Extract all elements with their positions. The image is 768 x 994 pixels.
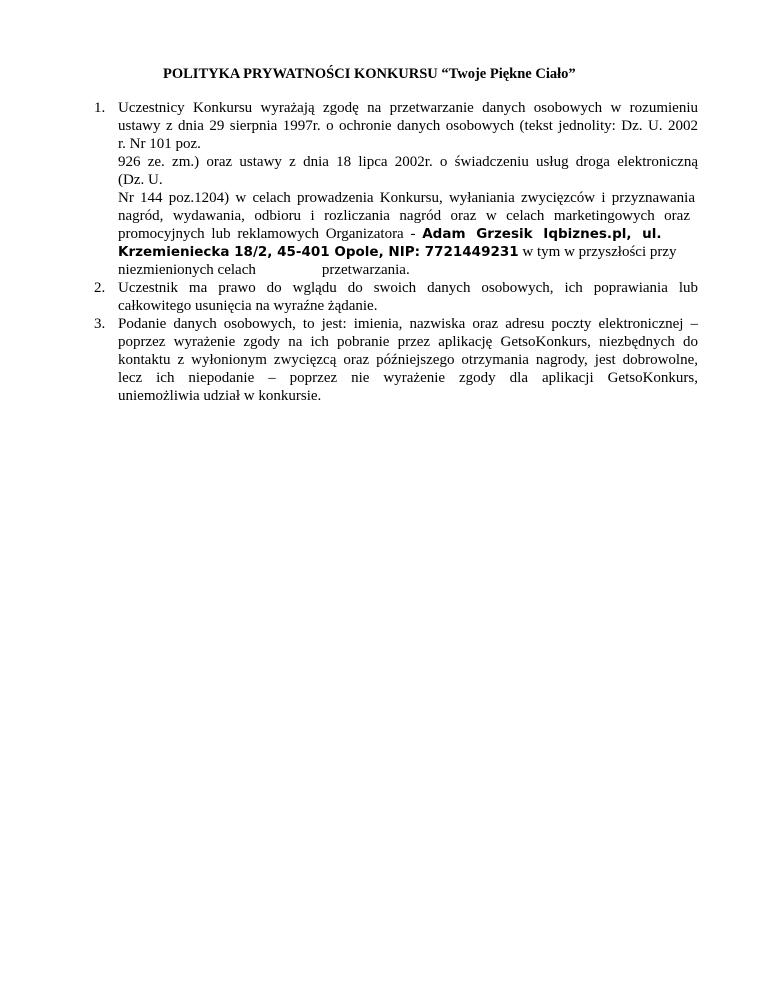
paragraph-line: (Dz. U. <box>118 172 163 188</box>
paragraph-line: nagród, wydawania, odbioru i rozliczania nagród oraz w celach marketingowych oraz <box>118 208 690 224</box>
paragraph-line: r. Nr 101 poz. <box>118 136 201 152</box>
paragraph-line: ustawy z dnia 29 sierpnia 1997r. o ochronie danych osobowych (tekst jednolity: Dz. U. 2002 <box>118 118 698 134</box>
paragraph-line: 926 ze. zm.) oraz ustawy z dnia 18 lipca 2002r. o świadczeniu usług droga elektroniczną <box>118 154 698 170</box>
paragraph-line: kontaktu z wyłonionym zwycięzcą oraz późniejszego otrzymania nagrody, jest dobrowolne, <box>118 352 698 368</box>
line-suffix: w tym w przyszłości przy <box>518 244 677 260</box>
line-part: niezmienionych celach <box>118 262 256 278</box>
paragraph-line <box>118 243 677 261</box>
paragraph-line: uniemożliwia udział w konkursie. <box>118 388 322 404</box>
paragraph-line: Nr 144 poz.1204) w celach prowadzenia Konkursu, wyłaniania zwycięzców i przyznawania <box>118 190 695 206</box>
paragraph-line: lecz ich niepodanie – poprzez nie wyrażenie zgody dla aplikacji GetsoKonkurs, <box>118 370 698 386</box>
organizer-name: Adam Grzesik Iqbiznes.pl, ul. <box>422 226 662 242</box>
paragraph-line: poprzez wyrażenie zgody na ich pobranie przez aplikację GetsoKonkurs, niezbędnych do <box>118 334 698 350</box>
line-prefix: promocyjnych lub reklamowych Organizatora - <box>118 226 423 242</box>
paragraph-line <box>118 261 410 279</box>
list-item-number: 3. <box>94 316 106 332</box>
paragraph-line: całkowitego usunięcia na wyraźne żądanie. <box>118 298 378 314</box>
list-item-number: 2. <box>94 280 106 296</box>
paragraph-line: Uczestnicy Konkursu wyrażają zgodę na przetwarzanie danych osobowych w rozumieniu <box>118 100 698 116</box>
line-part: przetwarzania. <box>321 262 410 278</box>
page-title: POLITYKA PRYWATNOŚCI KONKURSU “Twoje Piękne Ciało” <box>163 66 576 82</box>
paragraph-line: Uczestnik ma prawo do wglądu do swoich danych osobowych, ich poprawiania lub <box>118 280 698 296</box>
organizer-address: Krzemieniecka 18/2, 45-401 Opole, NIP: 7721449231 <box>118 244 519 260</box>
paragraph-line: Podanie danych osobowych, to jest: imienia, nazwiska oraz adresu poczty elektronicznej – <box>118 316 698 332</box>
list-item-number: 1. <box>94 100 106 116</box>
paragraph-line <box>118 225 662 243</box>
